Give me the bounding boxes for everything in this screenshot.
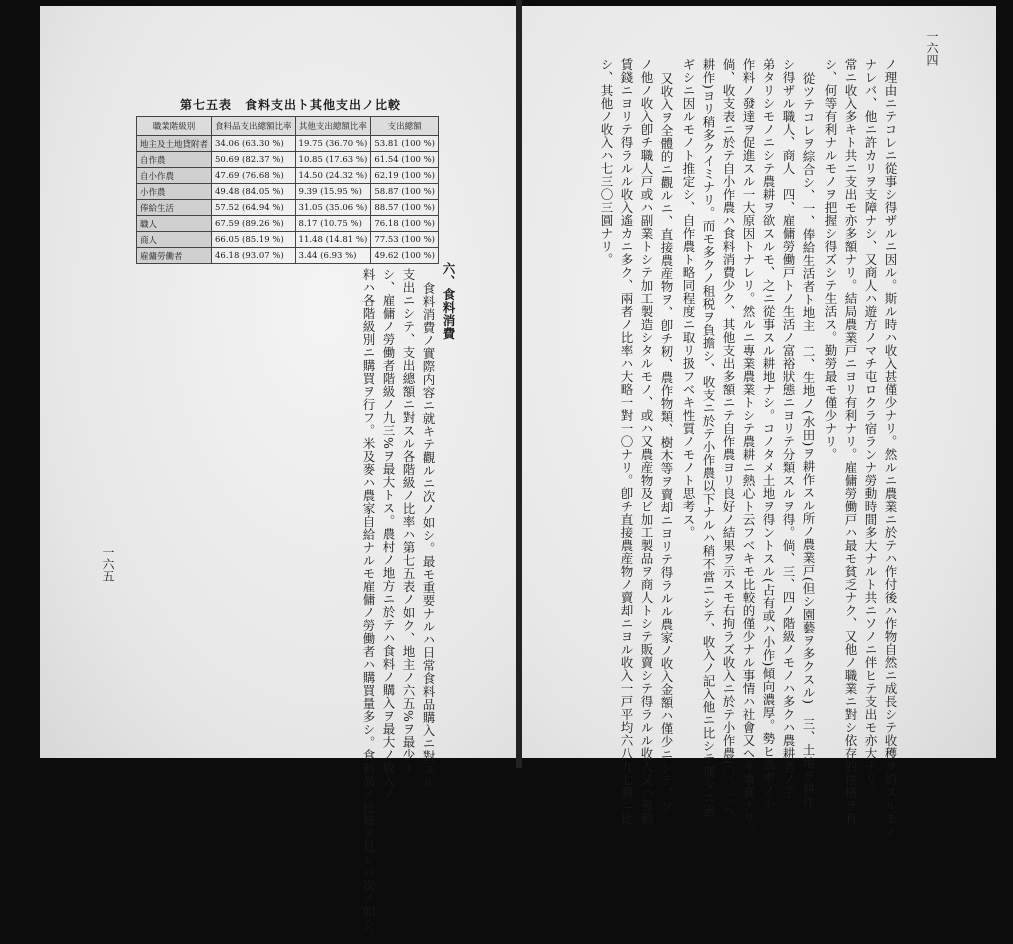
body-column: ナレバ、他ニ許カリヲ支障ナシ、又商人ハ遊方ノマチ屯ロクラ宿ランナ勞動時間多大ナルト共ニソノニ伴ヒテ支出モ亦大ナリ。 [863,58,878,799]
table-header: 職業階級別 [137,117,212,136]
body-column: シ、何等有利ナルモノヲ把握シ得ズシテ生活ス。勤勞最モ僅少ナリ。 [823,58,838,461]
total-cell: 88.57 (100 %) [371,200,439,216]
food-cell: 34.06 (63.30 %) [212,136,296,152]
page-number: 一六五 [101,546,115,582]
body-column: ノ理由ニテコレニ從事シ得ザルニ因ル。斯ル時ハ收入甚僅少ナリ。然ルニ農業ニ於テハ作付後ハ作物自然ニ成長シテ收穫ヲ約スルモノ [883,58,898,838]
row-label: 商人 [137,232,212,248]
table-row [137,200,439,216]
body-column: ノ他ノ收入卽チ職人戸或ハ副業トシテ加工製造シタルモノ、或ハ又農産物及ビ加工製品ヲ商人トシテ販賣シテ得ラルル收入又ハ勞動 [639,58,654,825]
food-cell: 47.69 (76.68 %) [212,168,296,184]
other-cell: 14.50 (24.32 %) [295,168,371,184]
body-column: シ、其他ノ收入ハ七三〇三圓ナリ。 [599,58,614,266]
total-cell: 76.18 (100 %) [371,216,439,232]
body-column: シ、雇傭ノ勞働者階級ノ九三%ヲ最大トス。農村ノ地方ニ於テハ食料ノ購入ヲ最大ノ收入ノ [381,268,396,801]
table-header: 其他支出總額比率 [295,117,371,136]
body-column: 食料消費ノ實際内容ニ就キテ觀ルニ次ノ如シ。最モ重要ナルハ日常食料品購入ニ對スル [421,282,436,789]
table-row [137,184,439,200]
left-page [40,6,516,944]
food-cell: 46.18 (93.07 %) [212,248,296,264]
body-column: 從ツテコレヲ綜合シ、一、俸給生活者ト地主 二、生地ノ(水田)ヲ耕作スル所ノ農業戸(但シ園藝ヲ多クスル) 三、土地ヲ耕作 [801,72,816,809]
table-header: 食料品支出總額比率 [212,117,296,136]
food-cell: 67.59 (89.26 %) [212,216,296,232]
row-label: 自小作農 [137,168,212,184]
other-cell: 3.44 (6.93 %) [295,248,371,264]
table-row [137,136,439,152]
total-cell: 77.53 (100 %) [371,232,439,248]
section-heading: 六、食料消費 [441,262,456,340]
row-label: 雇傭勞働者 [137,248,212,264]
other-cell: 19.75 (36.70 %) [295,136,371,152]
table-row [137,216,439,232]
table-row [137,248,439,264]
row-label: 地主及土地貸附者 [137,136,212,152]
food-cell: 66.05 (85.19 %) [212,232,296,248]
table-row [137,152,439,168]
body-column: 又收入ヲ全體的ニ觀ルニ、直接農産物ヲ、卽チ籾、農作物類、樹木等ヲ賣却ニヨリテ得ラルル農家ノ收入金額ハ僅少ニシテ、ソ [659,72,674,813]
total-cell: 49.62 (100 %) [371,248,439,264]
table-header: 支出總額 [371,117,439,136]
total-cell: 53.81 (100 %) [371,136,439,152]
table-header-row [137,117,439,136]
other-cell: 11.48 (14.81 %) [295,232,371,248]
body-column: 弟タリシモノニシテ農耕ヲ欲スルモ、之ニ從事スル耕地ナシ。コノタメ土地ヲ得ントスル(占有或ハ小作)傾向濃厚。勢ヒ高率ノ小 [761,58,776,810]
table-row [137,232,439,248]
other-cell: 31.05 (35.06 %) [295,200,371,216]
body-column: ギシニ因ルモノト推定シ、自作農ト略同程度ニ取リ扱フベキ性質ノモノト思考ス。 [681,58,696,539]
row-label: 自作農 [137,152,212,168]
comparison-table [136,116,439,264]
right-page [522,6,996,838]
table-row [137,168,439,184]
row-label: 職人 [137,216,212,232]
body-column: 支出ニシテ、支出總額ニ對スル各階級ノ比率ハ第七五表ノ如ク、地主ノ六五%ヲ最少ト [401,268,416,775]
body-column: 賃錢ニヨリテ得ラルル收入遙カニ多ク、兩者ノ比率ハ大略一對一〇ナリ。卽チ直接農産物ノ賣却ニヨル收入一戸平均六八九七圓ニ比 [619,58,634,825]
body-column: シ得ザル職人、商人 四、雇傭勞働戸トノ生活ノ富裕狀態ニヨリテ分類スルヲ得。倘、三、四ノ階級ノモノハ多クハ農耕者ノ子 [781,58,796,799]
body-column: 作料ノ發達ヲ促進スル一大原因トナレリ。然ルニ專業農業トシテ農耕ニ熱心ト云フベキモ比較的僅少ナル事情ハ社會又ヘキ事實ナリ。 [741,58,756,838]
total-cell: 58.87 (100 %) [371,184,439,200]
total-cell: 62.19 (100 %) [371,168,439,184]
other-cell: 8.17 (10.75 %) [295,216,371,232]
table-title: 第七五表 食料支出ト其他支出ノ比較 [180,98,402,112]
page-number: 一六四 [925,30,939,66]
body-column: 倘、收支表ニ於テ自小作農ハ食料消費少ク、其他支出多額ニテ自作農ヨリ良好ノ結果ヲ示スモ右拘ラズ收入ニ於テ小作農(〇、二ヘ [721,58,736,818]
other-cell: 9.39 (15.95 %) [295,184,371,200]
total-cell: 61.54 (100 %) [371,152,439,168]
row-label: 小作農 [137,184,212,200]
body-column: 耕作)ヨリ稍多クイミナリ。而モ多クノ租税ヲ負擔シ、收支ニ於テ小作農以下ナルハ稍不當ニシテ、收入ノ記入他ニ比シテ僅少ニ過 [701,58,716,818]
food-cell: 49.48 (84.05 %) [212,184,296,200]
body-column: 料ハ各階級別ニ購買ヲ行フ。米及麥ハ農家自給ナルモ雇傭ノ勞働者ハ購買量多シ。食料品ノ比較ヲ見レバ次ノ如シ。 [361,268,376,944]
row-label: 俸給生活 [137,200,212,216]
other-cell: 10.85 (17.63 %) [295,152,371,168]
body-column: 常ニ收入多キト共ニ支出モ亦多額ナリ。結局農業戸ニヨリ有利ナリ。雇傭勞働戸ハ最モ貧乏ナク、又他ノ職業ニ對シ依存的性格ヲ有 [843,58,858,825]
food-cell: 57.52 (64.94 %) [212,200,296,216]
food-cell: 50.69 (82.37 %) [212,152,296,168]
